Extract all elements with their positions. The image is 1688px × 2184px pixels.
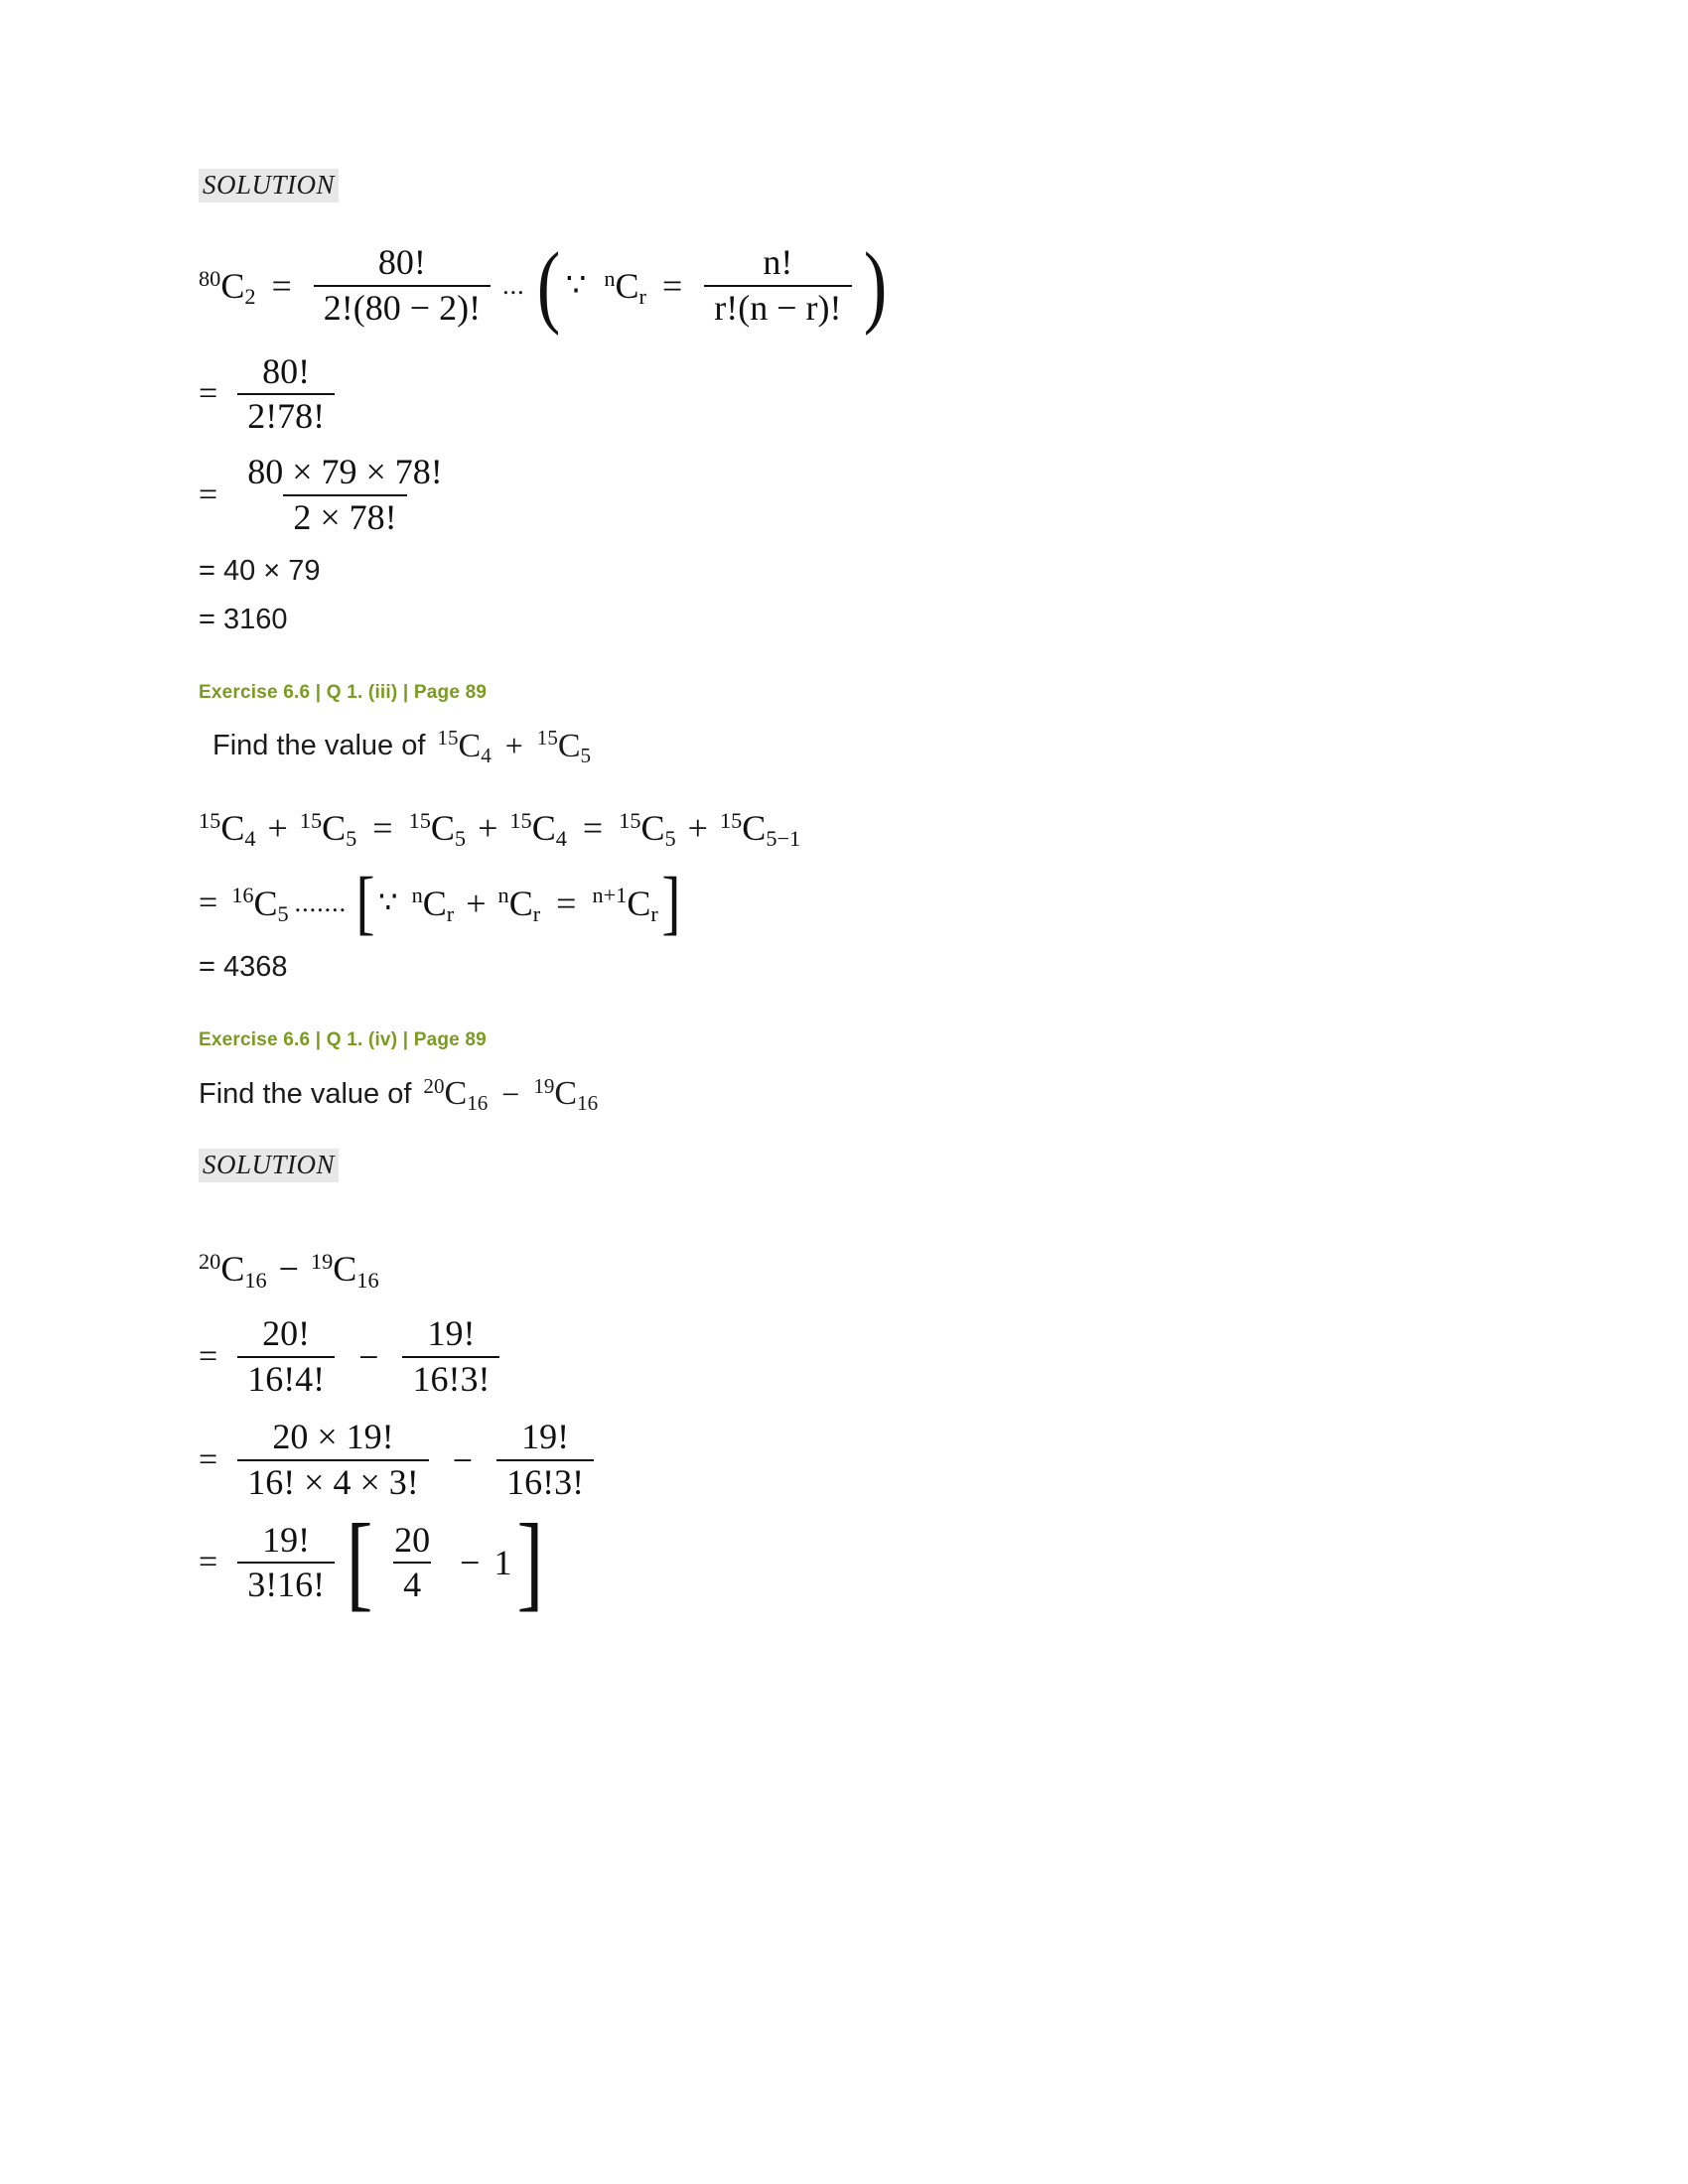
question-iv <box>199 1073 1509 1116</box>
ellipsis: ....... <box>294 887 348 917</box>
exercise-iv-work-line-2 <box>199 1315 1509 1399</box>
bracket-close: ] <box>516 1503 544 1622</box>
question-text: Find the value of <box>199 1077 412 1110</box>
paren-close: ) <box>863 233 887 337</box>
fraction-nCr-formula <box>704 244 851 328</box>
base: C <box>742 807 767 848</box>
numerator: 19! <box>521 1416 570 1456</box>
plus-sign: + <box>466 883 487 923</box>
base: C <box>253 883 278 923</box>
bracket-close: ] <box>661 862 681 942</box>
fraction-20-over-16f4f <box>237 1315 335 1399</box>
number-one: 1 <box>493 1543 512 1583</box>
base: C <box>557 727 581 764</box>
solution1-line-1 <box>199 233 1509 337</box>
ellipsis: ... <box>502 270 525 300</box>
base: C <box>430 807 455 848</box>
denominator: 16!3! <box>402 1356 499 1399</box>
denominator: 2!(80 − 2)! <box>314 285 491 328</box>
because-symbol: ∵ <box>565 268 587 305</box>
equals-sign: = <box>199 1544 218 1581</box>
solution-heading-2: SOLUTION <box>199 1149 339 1182</box>
paren-open: ( <box>536 233 560 337</box>
numerator: 20 × 19! <box>272 1416 394 1456</box>
fraction-19-over-16f3f <box>496 1416 594 1502</box>
base: C <box>422 883 447 923</box>
base: C <box>554 1075 578 1113</box>
because-symbol: ∵ <box>378 886 398 920</box>
numerator: 80! <box>377 242 426 282</box>
question-text: Find the value of <box>212 730 426 762</box>
minus-sign: − <box>501 1075 520 1112</box>
equals-sign: = <box>271 265 292 306</box>
denominator: 3!16! <box>237 1562 335 1604</box>
combination-15C5: 15 C 5 <box>408 807 467 852</box>
base: C <box>220 1249 245 1290</box>
base: C <box>220 265 245 306</box>
exercise-iii-work-line-2 <box>199 862 1509 942</box>
equals-sign: = <box>372 807 393 848</box>
combination-15C5: 15 C 5 <box>536 726 592 767</box>
fraction-80-factorial <box>314 244 491 328</box>
equals-sign: = <box>199 375 218 413</box>
base: C <box>508 883 533 923</box>
base: C <box>458 727 482 764</box>
combination-20C16: 20 C 16 <box>423 1073 489 1116</box>
fraction-20-over-4 <box>384 1519 440 1605</box>
denominator: 2 × 78! <box>283 494 406 537</box>
combination-15C5: 15 C 5 <box>619 807 676 852</box>
exercise-iii-work-line-3: = 4368 <box>199 951 288 984</box>
combination-nCr: n C r <box>604 265 646 310</box>
denominator: 4 <box>393 1562 431 1604</box>
fraction-20x19-over-expanded <box>237 1416 429 1502</box>
numerator: 80 × 79 × 78! <box>247 452 443 492</box>
base: C <box>220 807 245 848</box>
combination-19C16: 19 C 16 <box>310 1249 379 1293</box>
denominator: 16! × 4 × 3! <box>237 1459 429 1502</box>
exercise-label-iv: Exercise 6.6 | Q 1. (iv) | Page 89 <box>199 1029 487 1051</box>
numerator: n! <box>763 242 793 282</box>
exercise-iv-work-line-3 <box>199 1416 1509 1502</box>
combination-nCr: n C r <box>497 883 541 926</box>
bracket-open: [ <box>355 862 375 942</box>
question-iii <box>212 728 1509 765</box>
fraction-80-over-2f78f <box>237 350 335 437</box>
equals-sign: = <box>582 807 604 848</box>
equals-sign: = <box>199 884 218 921</box>
plus-sign: + <box>267 807 288 848</box>
fraction-19-over-16f3f <box>402 1315 499 1399</box>
exercise-label-iii: Exercise 6.6 | Q 1. (iii) | Page 89 <box>199 681 488 703</box>
base: C <box>444 1075 468 1113</box>
equals-sign: = <box>556 883 577 923</box>
combination-19C16: 19 C 16 <box>533 1073 599 1116</box>
minus-sign: − <box>460 1543 481 1583</box>
bracket-open: [ <box>346 1503 373 1622</box>
numerator: 20! <box>262 1313 311 1354</box>
base: C <box>531 807 556 848</box>
minus-sign: − <box>278 1249 299 1290</box>
minus-sign: − <box>358 1337 379 1378</box>
exercise-iii-work-line-1 <box>199 807 1509 852</box>
fraction-19-over-3f16f <box>237 1519 335 1605</box>
plus-sign: + <box>687 807 708 848</box>
combination-15C4: 15 C 4 <box>437 726 492 767</box>
combination-80C2: 80 C 2 <box>199 265 256 310</box>
combination-15C4: 15 C 4 <box>509 807 567 852</box>
solution1-line-2 <box>199 350 1509 437</box>
plus-sign: + <box>478 807 498 848</box>
denominator: 2!78! <box>237 393 335 436</box>
equals-sign: = <box>661 265 683 306</box>
exercise-iv-work-line-4 <box>199 1503 1509 1622</box>
solution1-line-4: = 40 × 79 <box>199 554 321 587</box>
exercise-iv-work-line-1 <box>199 1248 1509 1293</box>
numerator: 80! <box>262 350 311 391</box>
equals-sign: = <box>199 1440 218 1478</box>
combination-15C5: 15 C 5 <box>299 807 357 852</box>
solution1-line-5: = 3160 <box>199 603 288 635</box>
equals-sign: = <box>199 1338 218 1376</box>
fraction-expanded <box>237 454 453 537</box>
base: C <box>333 1249 357 1290</box>
base: C <box>627 883 651 923</box>
numerator: 19! <box>262 1519 311 1560</box>
base: C <box>640 807 665 848</box>
combination-15C4: 15 C 4 <box>199 807 256 852</box>
document-content <box>199 169 1509 1622</box>
combination-nCr: n C r <box>411 883 455 926</box>
combination-n1Cr: n+1 C r <box>592 883 658 926</box>
denominator: 16!3! <box>496 1459 594 1502</box>
base: C <box>322 807 347 848</box>
numerator: 20 <box>394 1519 431 1560</box>
base: C <box>615 265 639 306</box>
denominator: 16!4! <box>237 1356 335 1399</box>
solution1-line-3 <box>199 454 1509 537</box>
solution-heading-1: SOLUTION <box>199 169 339 203</box>
combination-20C16: 20 C 16 <box>199 1249 267 1293</box>
numerator: 19! <box>427 1313 476 1354</box>
combination-16C5: 16 C 5 <box>231 883 289 926</box>
minus-sign: − <box>452 1439 474 1480</box>
combination-15C5minus1: 15 C 5−1 <box>719 807 801 852</box>
denominator: r!(n − r)! <box>704 285 851 328</box>
equals-sign: = <box>199 476 218 513</box>
plus-sign: + <box>504 728 523 764</box>
